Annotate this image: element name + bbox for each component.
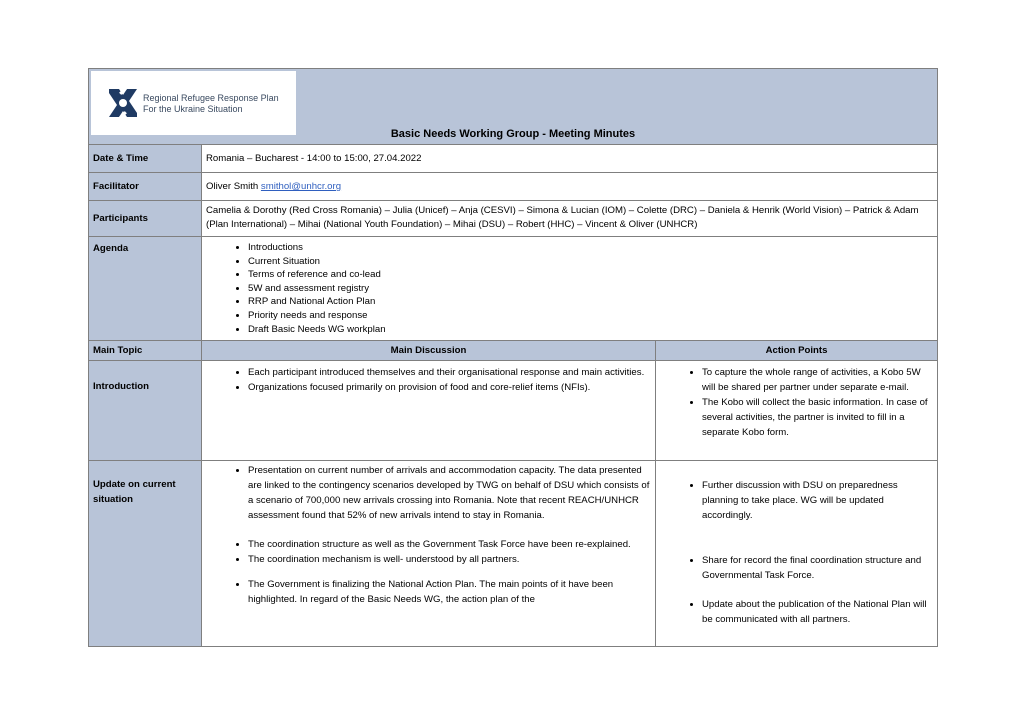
agenda-item: • 5W and assessment registry bbox=[248, 282, 933, 296]
agenda-list bbox=[206, 241, 933, 336]
logo-line-2: For the Ukraine Situation bbox=[143, 104, 243, 114]
action-item: • Share for record the final coordination structure and Governmental Task Force. bbox=[702, 553, 933, 583]
agenda-item: • Current Situation bbox=[248, 255, 933, 269]
situation-actions bbox=[656, 461, 938, 647]
logo-line-1: Regional Refugee Response Plan bbox=[143, 93, 279, 103]
agenda-item: • Introductions bbox=[248, 241, 933, 255]
column-header-discussion: Main Discussion bbox=[202, 341, 656, 361]
discussion-item: • Each participant introduced themselves and their organisational response and main activities. bbox=[248, 365, 651, 380]
agenda-list-cell bbox=[202, 237, 938, 341]
action-item: • Update about the publication of the National Plan will be communicated with all partners. bbox=[702, 597, 933, 627]
facilitator-email-link[interactable]: smithol@unhcr.org bbox=[260, 181, 342, 192]
discussion-item: • Presentation on current number of arrivals and accommodation capacity. The data presented are linked to the contingency scenarios developed by TWG on behalf of DSU which consists of a scenario of 700,000 new arrivals crossing into Romania. Note that recent REACH/UNHCR assessment found that 52% of new arrivals intend to stay in Romania. bbox=[248, 463, 651, 523]
action-item: • To capture the whole range of activities, a Kobo 5W will be shared per partner under separate e-mail. bbox=[702, 365, 933, 395]
topic-introduction: Introduction bbox=[89, 361, 202, 461]
logo bbox=[91, 71, 296, 135]
situation-discussion bbox=[202, 461, 656, 647]
column-header-topic: Main Topic bbox=[89, 341, 202, 361]
action-item: • The Kobo will collect the basic information. In case of several activities, the partner is invited to fill in a separate Kobo form. bbox=[702, 395, 933, 440]
facilitator-value bbox=[202, 173, 938, 201]
agenda-item: • Draft Basic Needs WG workplan bbox=[248, 323, 933, 337]
facilitator-name: Oliver Smith bbox=[206, 181, 259, 192]
discussion-item: • The coordination mechanism is well- understood by all partners. bbox=[248, 552, 651, 567]
agenda-item: • Terms of reference and co-lead bbox=[248, 268, 933, 282]
date-value: Romania – Bucharest - 14:00 to 15:00, 27.04.2022 bbox=[202, 145, 938, 173]
facilitator-label: Facilitator bbox=[89, 173, 202, 201]
action-item: • Further discussion with DSU on preparedness planning to take place. WG will be updated accordingly. bbox=[702, 478, 933, 523]
discussion-item: • The Government is finalizing the National Action Plan. The main points of it have been highlighted. In regard of the Basic Needs WG, the action plan of the bbox=[248, 577, 651, 607]
discussion-item: • Organizations focused primarily on provision of food and core-relief items (NFIs). bbox=[248, 380, 651, 395]
header-cell bbox=[89, 69, 938, 145]
discussion-item: • The coordination structure as well as the Government Task Force have been re-explained. bbox=[248, 537, 651, 552]
participants-value: Camelia & Dorothy (Red Cross Romania) – Julia (Unicef) – Anja (CESVI) – Simona & Lucian (IOM) – Colette (DRC) – Daniela & Henrik (World Vision) – Patrick & Adam (Plan International) – Mihai (National Youth Foundation) – Mihai (DSU) – Robert (HHC) – Vincent & Oliver (UNHCR) bbox=[202, 201, 938, 237]
column-header-actions: Action Points bbox=[656, 341, 938, 361]
date-label: Date & Time bbox=[89, 145, 202, 173]
document-title: Basic Needs Working Group - Meeting Minutes bbox=[390, 128, 636, 140]
agenda-label: Agenda bbox=[89, 237, 202, 341]
introduction-discussion bbox=[202, 361, 656, 461]
introduction-actions bbox=[656, 361, 938, 461]
topic-current-situation: Update on current situation bbox=[89, 461, 202, 647]
agenda-item: • Priority needs and response bbox=[248, 309, 933, 323]
participants-label: Participants bbox=[89, 201, 202, 237]
meeting-minutes-table bbox=[88, 68, 938, 647]
agenda-item: • RRP and National Action Plan bbox=[248, 295, 933, 309]
rrp-logo-icon bbox=[105, 85, 141, 121]
